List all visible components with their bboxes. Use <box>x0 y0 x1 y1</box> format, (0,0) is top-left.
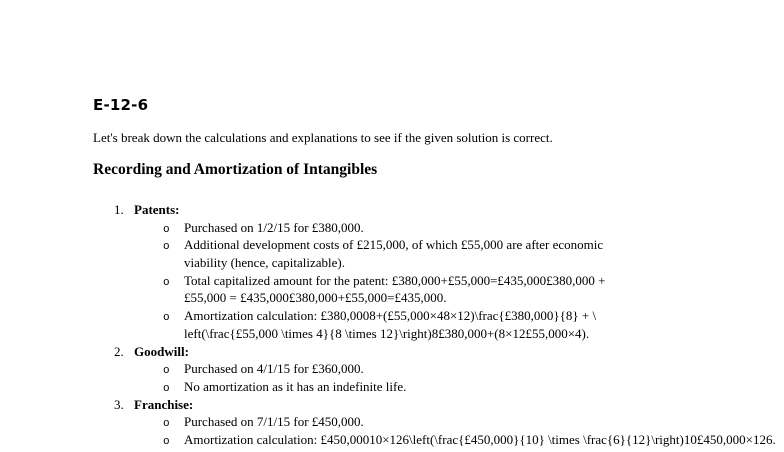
list-item-heading <box>0 343 784 361</box>
bullet-text: Amortization calculation: £450,00010×126\left(\frac{£450,000}{10} \times \frac{6}{12}\right)10£450,000×126. <box>184 431 776 447</box>
intro-text: Let's break down the calculations and explanations to see if the given solution is correct. <box>93 130 553 145</box>
bullet-line <box>0 272 784 290</box>
exercise-number: E-12-6 <box>93 96 149 114</box>
bullet-marker: o <box>163 276 170 289</box>
bullet-text: No amortization as it has an indefinite life. <box>184 378 407 394</box>
bullet-text: Purchased on 4/1/15 for £360,000. <box>184 361 364 377</box>
bullet-marker: o <box>163 241 170 254</box>
bullet-line <box>0 219 784 237</box>
bullet-line-clipped <box>0 431 784 449</box>
bullet-text: Purchased on 1/2/15 for £380,000. <box>184 219 364 235</box>
list-number: 2. <box>114 343 124 359</box>
bullet-marker: o <box>163 312 170 325</box>
bullet-marker: o <box>163 418 170 431</box>
list-number: 3. <box>114 396 124 412</box>
bullet-line <box>0 378 784 396</box>
bullet-text: Amortization calculation: £380,0008+(£55,000×48×12)\frac{£380,000}{8} + \ <box>184 308 597 324</box>
bullet-text: Additional development costs of £215,000, of which £55,000 are after economic <box>184 237 604 253</box>
bullet-marker: o <box>163 365 170 378</box>
bullet-line-continuation <box>0 289 784 307</box>
list-item-label: Franchise: <box>134 396 194 412</box>
bullet-text: £55,000 = £435,000£380,000+£55,000=£435,000. <box>184 290 447 306</box>
list-item-heading <box>0 396 784 414</box>
bullet-line <box>0 413 784 431</box>
bullet-text: Purchased on 7/1/15 for £450,000. <box>184 414 364 430</box>
bullet-marker: o <box>163 382 170 395</box>
bullet-line <box>0 360 784 378</box>
section-heading: Recording and Amortization of Intangibles <box>93 161 378 178</box>
bullet-marker: o <box>163 223 170 236</box>
list-number: 1. <box>114 202 124 217</box>
list-item-label: Patents: <box>134 202 180 217</box>
bullet-text: Total capitalized amount for the patent: £380,000+£55,000=£435,000£380,000 + <box>184 272 606 288</box>
bullet-line <box>0 307 784 325</box>
list-item-label: Goodwill: <box>134 343 189 359</box>
bullet-line-continuation <box>0 254 784 272</box>
bullet-line-continuation <box>0 325 784 343</box>
bullet-line <box>0 236 784 254</box>
list-item-heading <box>0 201 784 219</box>
intangibles-list <box>0 201 784 449</box>
bullet-text: left(\frac{£55,000 \times 4}{8 \times 12}\right)8£380,000+(8×12£55,000×4). <box>184 325 590 341</box>
bullet-marker: o <box>163 435 170 448</box>
bullet-text: viability (hence, capitalizable). <box>184 255 345 271</box>
